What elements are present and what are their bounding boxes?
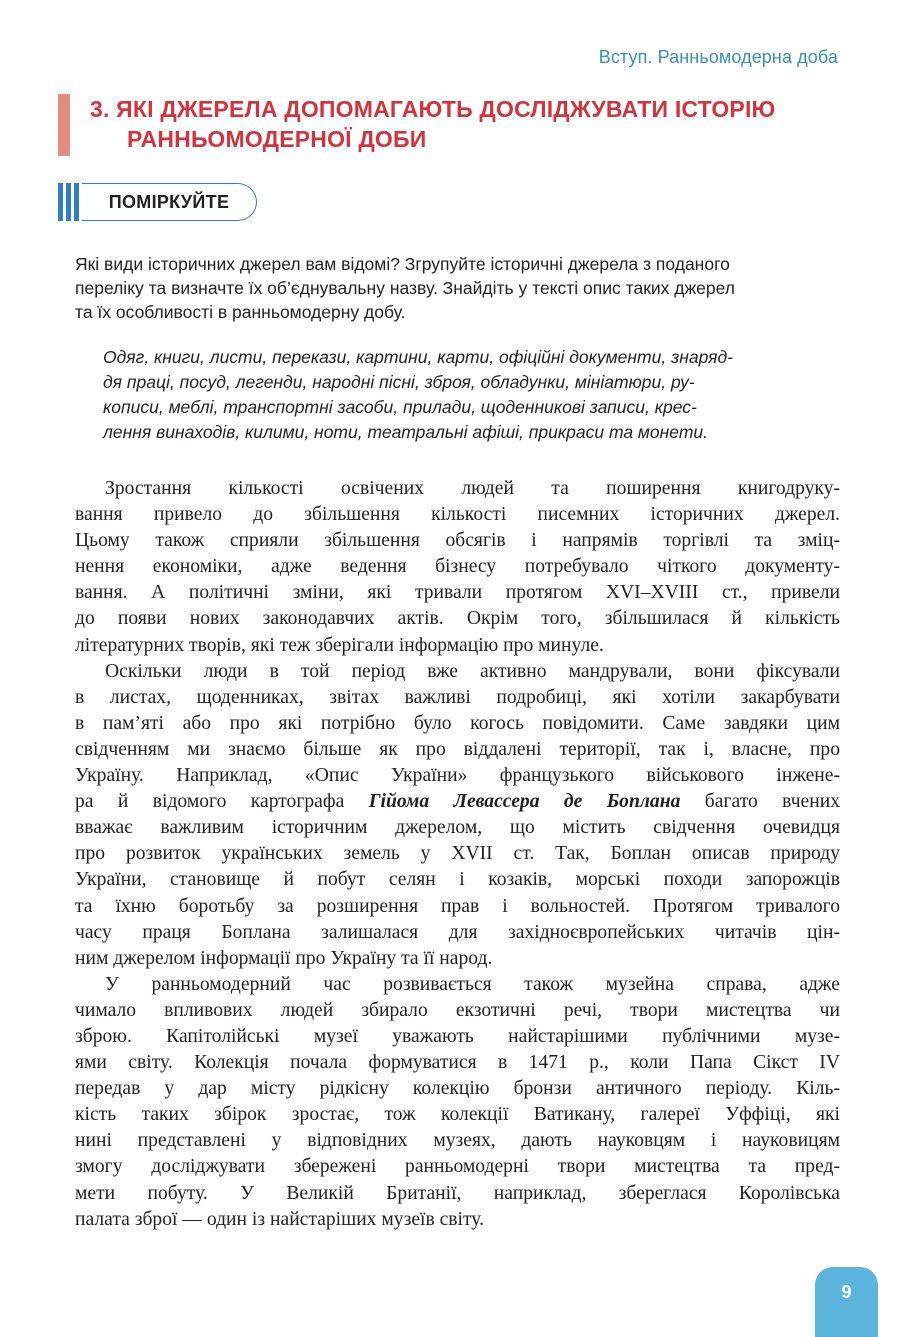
- body-line: вважає важливим історичним джерелом, що містить свідчення очевидця: [75, 817, 840, 839]
- body-line: України, становище й побут селян і козаків, морські походи запорожців: [75, 869, 840, 891]
- page-number: 9: [815, 1267, 878, 1337]
- body-line: Оскільки люди в той період вже активно мандрували, вони фіксували: [105, 660, 840, 682]
- sources-list: [103, 345, 843, 445]
- body-line: в листах, щоденниках, звітах важливі подробиці, які хотіли закарбувати: [75, 686, 840, 708]
- body-line: вання. А політичні зміни, які тривали протягом XVI–XVIII ст., привели: [75, 582, 840, 604]
- body-fragment: ра й відомого картографа: [75, 791, 345, 813]
- body-line: Зростання кількості освічених людей та поширення книгодруку-: [105, 478, 840, 499]
- body-line: в пам’яті або про які потрібно було когось повідомити. Саме завдяки цим: [75, 712, 840, 734]
- body-line: чимало впливових людей збирало екзотичні речі, твори мистецтва чи: [75, 999, 840, 1021]
- person-name-boplan: Гійома Левассера де Боплана: [368, 791, 681, 813]
- body-line: літературних творів, які теж зберігали інформацію про минуле.: [75, 634, 604, 656]
- body-text: [75, 476, 840, 1233]
- section-title-line-2: РАННЬОМОДЕРНОЇ ДОБИ: [127, 126, 427, 152]
- section-title: [90, 94, 880, 154]
- sources-list-line: кописи, меблі, транспортні засоби, прилади, щоденникові записи, крес-: [103, 397, 697, 417]
- body-line: нині представлені у відповідних музеях, дають науковцям і науковицям: [75, 1130, 840, 1152]
- body-line: зброю. Капітолійські музеї уважають найстарішими публічними музе-: [75, 1025, 840, 1047]
- body-line: мети побуту. У Великій Британії, наприклад, збереглася Королівська: [75, 1182, 840, 1204]
- body-line: нення економіки, адже ведення бізнесу потребувало чіткого документу-: [75, 556, 840, 578]
- body-line: [75, 789, 840, 815]
- body-line: до появи нових законодавчих актів. Окрім того, збільшилася й кількість: [75, 608, 840, 630]
- section-title-line-1: 3. ЯКІ ДЖЕРЕЛА ДОПОМАГАЮТЬ ДОСЛІДЖУВАТИ ІСТОРІЮ: [90, 96, 776, 122]
- badge-stripe: [66, 183, 71, 221]
- body-line: ями світу. Колекція почала формуватися в 1471 р., коли Папа Сікст IV: [75, 1052, 840, 1074]
- body-line: часу праця Боплана залишалася для західноєвропейських читачів цін-: [75, 921, 840, 943]
- body-line: вання привело до збільшення кількості писемних історичних джерел.: [75, 504, 840, 526]
- body-line: свідченням ми знаємо більше як про віддалені території, так і, власне, про: [75, 738, 840, 760]
- body-line: змогу досліджувати збережені ранньомодерні твори мистецтва та пред-: [75, 1156, 840, 1178]
- question-text: [75, 252, 845, 324]
- question-line: переліку та визначте їх об’єднувальну назву. Знайдіть у тексті опис таких джерел: [75, 278, 735, 298]
- body-line: про розвиток українських земель у XVII ст. Так, Боплан описав природу: [75, 843, 840, 865]
- think-badge: [58, 183, 258, 221]
- title-accent-bar: [58, 94, 70, 156]
- badge-stripe: [58, 183, 63, 221]
- body-line: У ранньомодерний час розвивається також музейна справа, адже: [105, 973, 840, 995]
- body-line: передав у дар місту рідкісну колекцію бронзи античного періоду. Кіль-: [75, 1078, 840, 1100]
- body-line: Цьому також сприяли збільшення обсягів і напрямів торгівлі та зміц-: [75, 530, 840, 552]
- body-line: Україну. Наприклад, «Опис України» французького військового інжене-: [75, 765, 840, 787]
- running-head: Вступ. Ранньомодерна доба: [598, 47, 838, 67]
- badge-stripe: [74, 183, 79, 221]
- sources-list-line: дя праці, посуд, легенди, народні пісні, зброя, обладунки, мініатюри, ру-: [103, 372, 695, 392]
- question-line: Які види історичних джерел вам відомі? Згрупуйте історичні джерела з поданого: [75, 254, 730, 274]
- body-line: та їхню боротьбу за розширення прав і вольностей. Протягом тривалого: [75, 895, 840, 917]
- body-line: палата зброї — один із найстаріших музеїв світу.: [75, 1208, 485, 1230]
- question-line: та їх особливості в ранньомодерну добу.: [75, 302, 406, 322]
- body-line: кість таких збірок зростає, тож колекції Ватикану, галереї Уффіці, які: [75, 1104, 840, 1126]
- body-line: ним джерелом інформації про Україну та її народ.: [75, 947, 493, 969]
- think-badge-label: ПОМІРКУЙТЕ: [82, 183, 257, 221]
- sources-list-line: Одяг, книги, листи, перекази, картини, карти, офіційні документи, знаряд-: [103, 347, 733, 367]
- sources-list-line: лення винаходів, килими, ноти, театральні афіші, прикраси та монети.: [103, 422, 708, 442]
- body-fragment: багато вчених: [704, 791, 841, 813]
